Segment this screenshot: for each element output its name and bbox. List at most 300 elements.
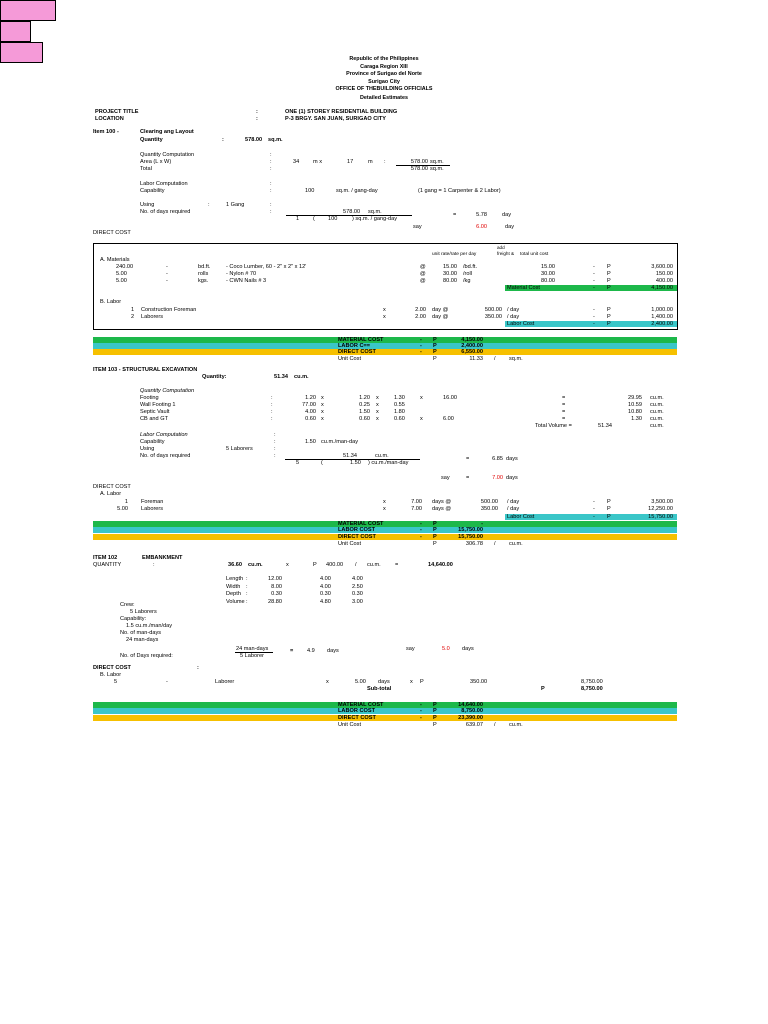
colon: : [274,432,276,438]
dimension-a: 28.80 [268,598,282,605]
labor-cost-value: 2,400.00 [651,321,673,327]
material-amount: 3,600.00 [651,264,673,270]
dash: - [593,285,595,291]
item100-quantity-unit: sq.m. [268,137,283,143]
summary-direct-value: 23,390.00 [458,715,483,721]
volume-value: 10.80 [628,409,642,415]
colon: : [271,416,273,422]
colon: : [271,402,273,408]
material-rate: 30.00 [443,271,457,277]
labor-days: 2.00 [415,314,426,320]
quantity-row-label: Footing [140,395,159,401]
quantity-row-label: CB and GT [140,416,168,422]
colon: : [246,591,248,597]
summary-direct-value: 15,750.00 [458,534,483,540]
say-value: 7.00 [492,475,503,481]
labor-label: B. Labor [100,672,122,678]
material-description: - CWN Nails # 3 [226,278,267,284]
rate-unit: / day [507,506,520,512]
summary-labor-bar [93,527,677,533]
labor-rate: 350.00 [470,679,488,685]
labor-count: 2 [131,314,135,320]
dash: - [593,314,595,320]
dash: - [166,271,168,277]
times: x [383,307,386,313]
summary-labor-label: LABOR C== [338,343,371,349]
fraction-den-d: ) cu.m./man-day [368,460,409,466]
project-location: P-3 BRGY. SAN JUAN, SURIGAO CITY [285,116,387,122]
peso: P [433,715,437,721]
header-region: Caraga Region XIII [360,63,408,70]
colon: : [270,181,272,187]
equals: = [562,402,566,408]
days-required-label: No. of days required [140,453,191,459]
colon: : [274,453,276,459]
colon: : [271,409,273,415]
equals: = [466,475,470,481]
fraction-den-d: ) sq.m. / gang-day [352,216,398,222]
summary-direct-value: 6,550.00 [461,349,483,355]
slash: / [355,562,357,568]
at-sign: @ [420,271,426,277]
area-length: 34 [293,159,300,165]
total-unit-cost: 80.00 [541,278,555,284]
colon: : [271,395,273,401]
dimension-a: 0.60 [305,416,316,422]
dash: - [593,264,595,270]
dimension-b: 0.60 [359,416,370,422]
man-days-label: No. of man-days [120,630,162,636]
dimension-b: 4.80 [320,598,331,605]
summary-direct-label: DIRECT COST [338,534,376,540]
crew-label: Crew: [120,602,135,608]
volume-value: 10.59 [628,402,642,408]
summary-material-value: 4,150.00 [461,337,483,343]
header-detailed-estimates: Detailed Estimates [360,95,408,101]
peso: P [433,337,437,343]
item100-quantity: 578.00 [245,137,263,143]
times: x [321,395,324,401]
peso: P [607,499,611,505]
peso: P [433,343,437,349]
dimension-a: 12.00 [268,576,282,582]
summary-material-value: - [481,521,483,527]
peso: P [607,264,611,270]
labor-count: 5 [114,679,118,685]
dash: - [420,349,422,355]
capability-value: 1.5 cu.m./man/day [126,623,173,629]
equals: = [466,456,470,462]
fraction-numerator: 51.34 [343,453,357,459]
days-unit: days [327,648,339,654]
total-unit-cost: 15.00 [541,264,555,270]
say-label: say [413,224,422,230]
total-volume-label: Total Volume = [535,423,572,429]
dimension-a: 8.00 [271,583,282,590]
at-sign: @ [420,278,426,284]
gang-note: (1 gang = 1 Carpenter & 2 Labor) [418,188,501,194]
peso: P [433,708,437,714]
colon: : [246,576,248,582]
peso: P [433,527,437,533]
unit: cu.m. [650,416,664,422]
area-m: m [368,159,373,165]
colon: : [197,665,199,671]
material-unit: rolls [198,271,209,277]
total-volume-value: 51.34 [598,423,612,429]
item100-title: Clearing ang Layout [140,129,194,135]
dash: - [166,264,168,270]
peso: P [607,514,611,520]
using-label: Using [140,446,155,452]
dash: - [593,321,595,327]
direct-cost-label: DIRECT COST [93,665,131,671]
item103-quantity: 51.34 [274,374,288,380]
dash: - [420,708,422,714]
unit: sq.m. [430,166,444,172]
labor-count: 1 [124,499,128,505]
fraction-den-c: 100 [328,216,338,222]
header-republic: Republic of the Philippines [349,56,419,62]
summary-unit-label: Unit Cost [338,356,362,362]
material-cost-label: Material Cost [507,285,540,291]
slash: / [494,722,496,728]
labor-days: 5.00 [355,679,366,685]
dash: - [420,702,422,708]
peso: P [433,541,437,547]
times: x [321,416,324,422]
days-value: 5.78 [476,212,487,218]
item100-number: Item 100 - [93,129,119,135]
material-unit: kgs. [198,278,209,284]
header-office: OFFICE OF THEBUILDING OFFICIALS [335,86,433,92]
colon: : [274,439,276,445]
material-description: - Coco Lumber, 60 - 2" x 2" x 12' [226,264,307,270]
fraction-numerator: 578.00 [343,209,361,215]
days-unit: day @ [432,314,449,320]
say-value: 5.0 [442,646,450,652]
item102-number: ITEM 102 [93,555,118,561]
unit: sq.m. [430,159,444,165]
fraction-den-c: 1.50 [350,460,361,466]
labor-rate: 350.00 [480,506,498,512]
peso: P [313,562,317,568]
header-city: Surigao City [368,78,400,85]
colon: : [270,202,272,208]
using-value: 5 Laborers [226,446,253,452]
labor-days: 2.00 [415,307,426,313]
dash: - [420,715,422,721]
days-value: 6.85 [492,456,503,462]
unit: cu.m. [367,562,381,568]
peso: P [607,285,611,291]
area-label: Area (L x W) [140,159,172,165]
labor-rate: 500.00 [484,307,502,313]
times: x [383,506,386,512]
equals: = [395,562,399,568]
peso: P [607,271,611,277]
dimension-b: 0.30 [320,591,331,597]
peso: P [433,722,437,728]
summary-labor-value: 15,750.00 [458,527,483,533]
peso: P [433,534,437,540]
total-unit-cost: 30.00 [541,271,555,277]
material-unit: bd.ft. [198,264,211,270]
area-width: 17 [347,159,354,165]
labor-cost-value: 15,750.00 [648,514,673,520]
direct-cost-label: DIRECT COST [93,230,131,236]
summary-labor-value: 8,750.00 [461,708,483,714]
labor-cost-label: Labor Cost [507,321,535,327]
unit: cu.m. [650,423,664,429]
item102-title: EMBANKMENT [142,555,183,561]
dimension-b: 1.20 [359,395,370,401]
man-days-value: 24 man-days [126,637,159,643]
colon: : [256,109,258,115]
header-total-unit-cost-text: total unit cost [520,252,549,257]
capability-value: 1.50 [305,439,316,445]
dimension-a: 4.00 [305,409,316,415]
project-title-label: PROJECT TITLE [95,109,139,115]
days-unit: days [378,679,390,685]
labor-computation-label: Labor Computation [140,432,188,438]
dimension-c: 0.30 [352,591,363,597]
capability-value: 100 [305,188,315,194]
fraction-den-b: ( [321,460,323,466]
summary-labor-label: LABOR COST [338,527,375,533]
labor-description: Foreman [141,499,164,505]
summary-labor-label: LABOR COST [338,708,375,714]
days-unit: days @ [432,506,452,512]
rate-unit: /kg [463,278,471,284]
unit: cu.m. [509,722,523,728]
labor-count: 5.00 [117,506,128,512]
labor-computation-label: Labor Computation [140,181,188,187]
say-label: say [406,646,415,652]
peso: P [607,314,611,320]
dimension-d: 16.00 [443,395,457,401]
item103-quantity-unit: cu.m. [294,374,309,380]
dash: - [593,271,595,277]
dash: - [593,514,595,520]
location-label: LOCATION [95,116,124,122]
fraction-den-a: 1 [296,216,300,222]
project-title: ONE (1) STOREY RESIDENTIAL BUILDING [285,109,398,115]
dimension-a: 77.00 [302,402,316,408]
rate-unit: /roll [463,271,473,277]
dimension-b: 0.25 [359,402,370,408]
say-label: say [441,475,450,481]
times: x [420,395,423,401]
unit: sq.m. [368,209,382,215]
area-m-x: m x [313,159,323,165]
item103-quantity-label: Quantity: [202,374,227,380]
material-quantity: 5.00 [116,278,127,284]
labor-amount: 3,500.00 [651,499,673,505]
fraction-numerator: 24 man-days [236,646,269,652]
summary-direct-bar [93,349,677,355]
times: x [376,409,379,415]
labor-description: Laborers [141,506,164,512]
item100-quantity-label: Quantity [140,137,163,143]
volume-value: 29.95 [628,395,642,401]
material-amount: 150.00 [655,271,673,277]
dash: - [420,534,422,540]
material-quantity: 240.00 [116,264,134,270]
fraction-den-b: ( [313,216,315,222]
colon: : [246,583,248,590]
peso: P [607,321,611,327]
rate-unit: /bd.ft. [463,264,477,270]
header-unit-rate-text: unit rate/rate per day [432,252,477,257]
labor-amount: 1,400.00 [651,314,673,320]
summary-unit-label: Unit Cost [338,722,362,728]
summary-unit-value: 639.07 [465,722,483,728]
header-freight [0,21,31,42]
summary-unit-label: Unit Cost [338,541,362,547]
labor-days: 7.00 [411,506,422,512]
total-label: Total [140,166,152,172]
peso: P [433,349,437,355]
times: x [321,409,324,415]
item102-quantity-label: QUANTITY [93,562,122,568]
dimension-b: 1.50 [359,409,370,415]
dash: - [420,527,422,533]
dimension-c: 4.00 [352,576,363,582]
day-unit: day [505,224,515,230]
peso: P [607,307,611,313]
dimension-label: Volume [226,598,245,605]
times: x [321,402,324,408]
item103-title: ITEM 103 - STRUCTURAL EXCAVATION [93,367,198,373]
material-rate: 80.00 [443,278,457,284]
colon: : [256,116,258,122]
dimension-label: Length [226,576,244,582]
summary-material-label: MATERIAL COST [338,337,384,343]
colon: : [246,598,248,605]
area-value: 578.00 [410,159,428,165]
colon: : [270,159,272,165]
capability-unit: cu.m./man-day [321,439,358,445]
times: x [383,314,386,320]
dimension-c: 3.00 [352,598,363,605]
peso: P [541,686,545,692]
unit: cu.m. [650,402,664,408]
labor-description: Construction Foreman [141,307,197,313]
peso: P [433,521,437,527]
times: x [376,416,379,422]
crew-value: 5 Laborers [130,609,157,615]
rate: 400.00 [326,562,344,568]
dimension-c: 1.80 [394,409,405,415]
colon: : [208,202,210,208]
subtotal-value: 8,750.00 [581,686,603,692]
dimension-a: 0.30 [271,591,282,597]
subtotal-label: Sub-total [367,686,392,692]
times: x [376,402,379,408]
dash: - [166,278,168,284]
equals: = [562,416,566,422]
days-unit: days [506,456,518,462]
dash: - [420,337,422,343]
peso: P [433,356,437,362]
labor-description: Laborers [141,314,164,320]
times: x [286,562,289,568]
material-rate: 15.00 [443,264,457,270]
colon: : [270,152,272,158]
summary-material-value: 14,640.00 [458,702,483,708]
summary-unit-value: 11.33 [469,356,483,362]
dash: - [420,521,422,527]
summary-direct-bar [93,715,677,721]
colon: : [274,446,276,452]
days-value: 4.9 [307,648,315,654]
item102-quantity: 36.60 [228,562,242,568]
summary-direct-label: DIRECT COST [338,349,376,355]
labor-label: B. Labor [100,299,122,305]
dimension-c: 0.55 [394,402,405,408]
dimension-b: 4.00 [320,583,331,590]
slash: / [494,356,496,362]
rate-unit: / day [507,307,520,313]
at-sign: @ [420,264,426,270]
dimension-label: Depth [226,591,241,597]
peso: P [607,278,611,284]
total-value: 578.00 [410,166,428,172]
days-unit: days [506,475,518,481]
equals: = [562,395,566,401]
dimension-d: 6.00 [443,416,454,422]
quantity-row-label: Septic Vault [140,409,170,415]
colon: : [384,159,386,165]
peso: P [607,506,611,512]
colon: : [270,188,272,194]
unit: cu.m. [248,562,263,568]
summary-material-label: MATERIAL COST [338,521,384,527]
labor-amount: 1,000.00 [651,307,673,313]
dimension-c: 0.60 [394,416,405,422]
capability-label: Capability [140,439,165,445]
say-value: 6.00 [476,224,487,230]
days-unit: day @ [432,307,449,313]
material-cost-value: 4,150.00 [651,285,673,291]
colon: : [270,209,272,215]
dimension-c: 1.30 [394,395,405,401]
using-label: Using [140,202,155,208]
unit: sq.m. [509,356,523,362]
unit: cu.m. [650,409,664,415]
header-freight-text: add freight & [497,245,515,256]
rate-unit: / day [507,314,520,320]
summary-labor-bar [93,708,677,714]
quantity-row-label: Wall Footing 1 [140,402,176,408]
day-unit: day [502,212,512,218]
unit: cu.m. [375,453,389,459]
summary-unit-value: 306.78 [465,541,483,547]
unit: cu.m. [650,395,664,401]
direct-cost-label: DIRECT COST [93,484,131,490]
dash: - [166,679,168,685]
colon: : [153,562,155,568]
summary-material-label: MATERIAL COST [338,702,384,708]
dash: - [593,278,595,284]
dimension-c: 2.50 [352,583,363,590]
labor-cost-label: Labor Cost [507,514,535,520]
dash: - [593,307,595,313]
labor-count: 1 [131,307,135,313]
colon: : [222,137,224,143]
using-value: 1 Gang [226,202,245,208]
